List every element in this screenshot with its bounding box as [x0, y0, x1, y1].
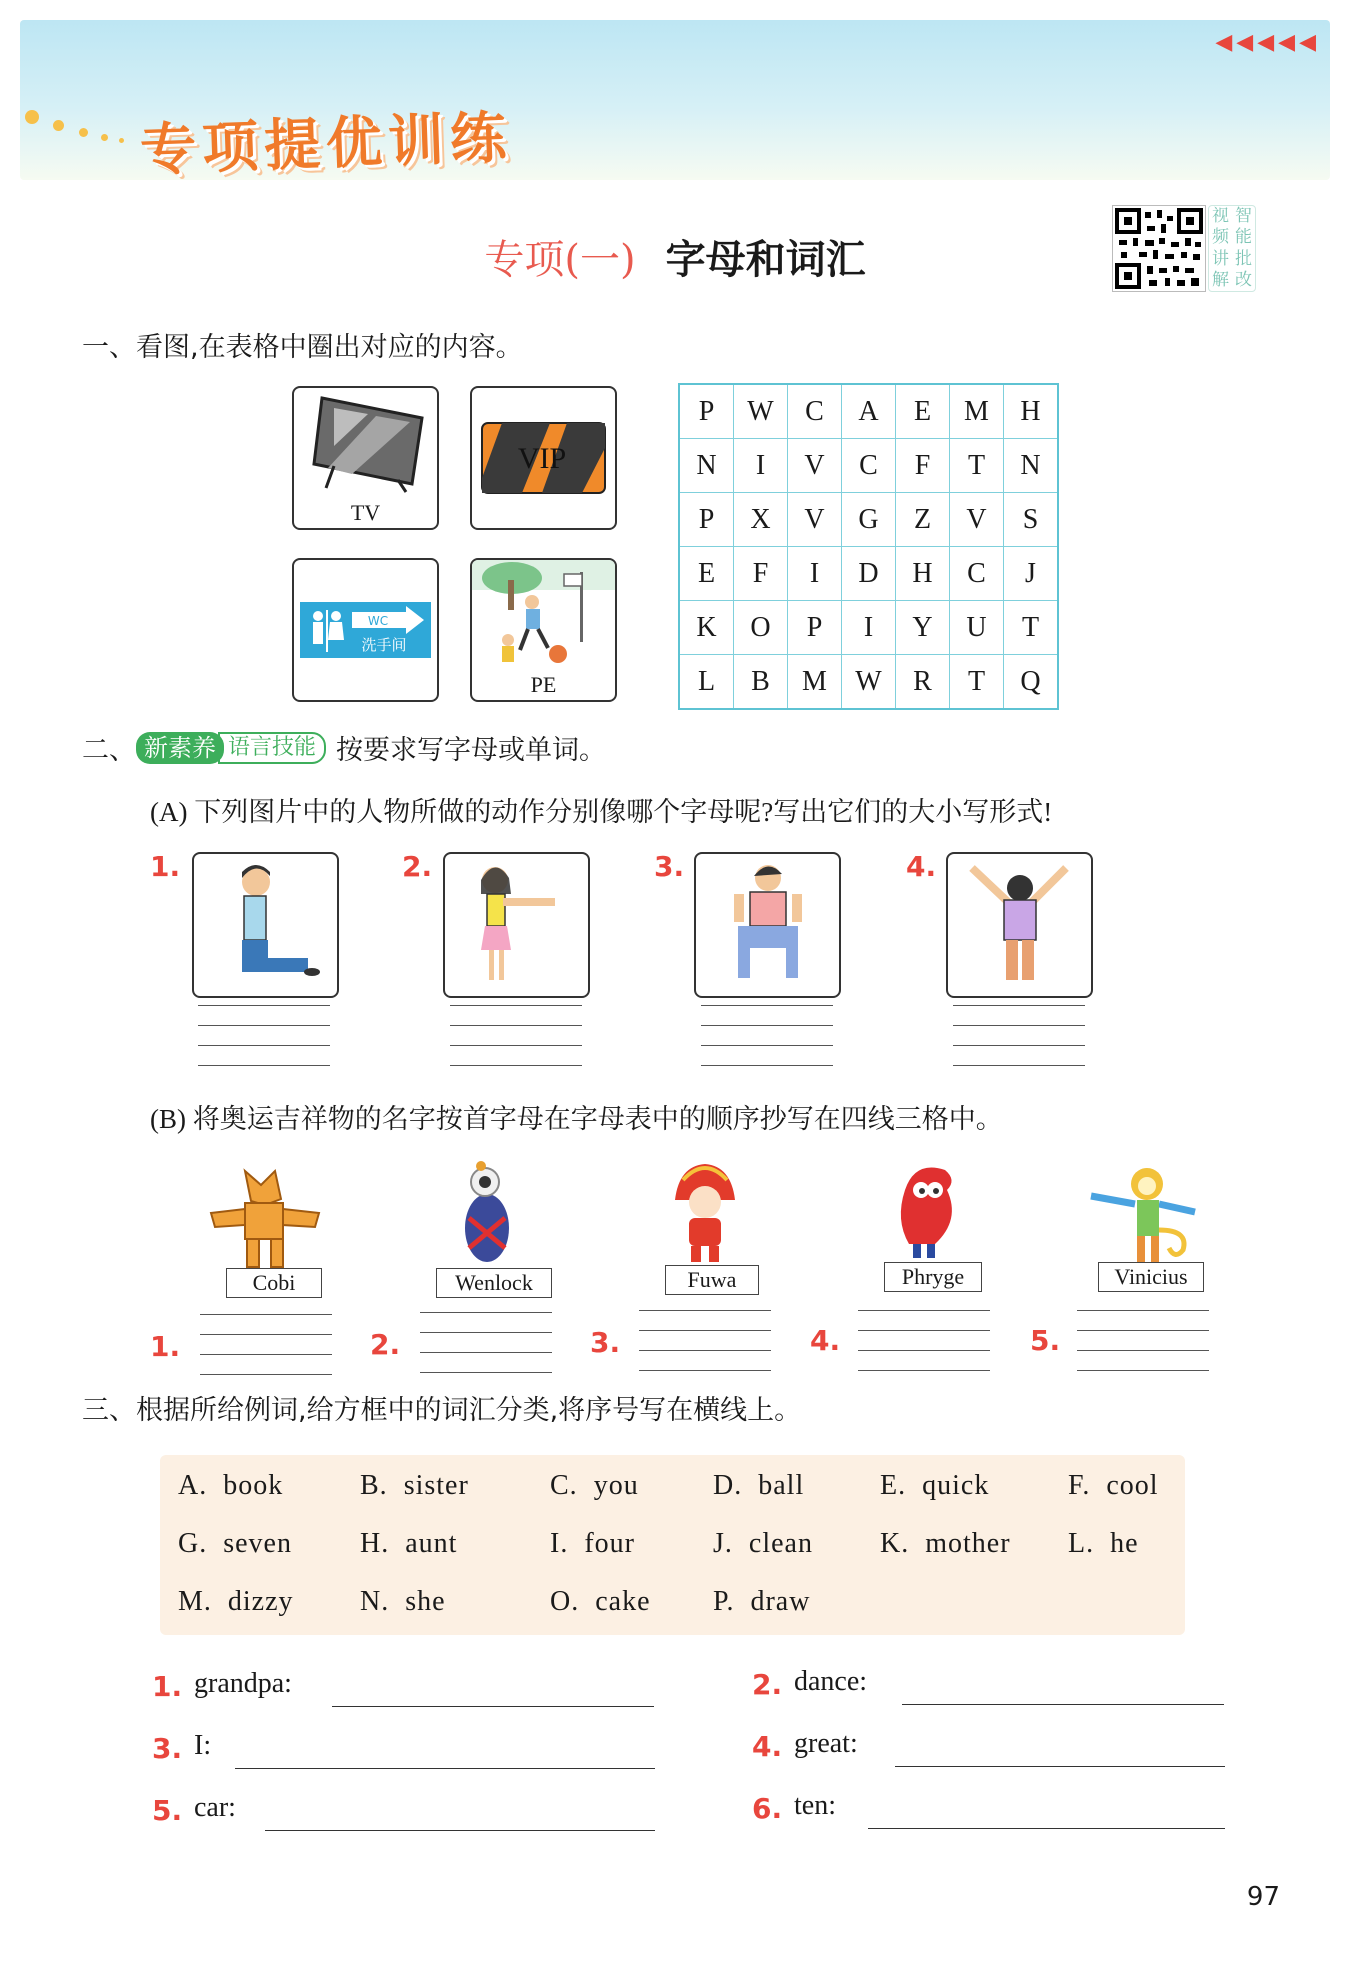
word-option	[1068, 1528, 1139, 1560]
word-option-text: book	[223, 1470, 284, 1501]
banner-title: 专项提优训练	[139, 105, 514, 184]
answer-line[interactable]	[332, 1706, 654, 1707]
mascot-phryge-icon	[865, 1160, 985, 1270]
sports-icon	[472, 560, 615, 672]
answer-line[interactable]	[235, 1768, 655, 1769]
grid-cell[interactable]: F	[734, 547, 788, 601]
grid-cell[interactable]: C	[842, 439, 896, 493]
chevron-left-decoration-icon: ◀◀◀◀◀	[1215, 30, 1320, 55]
word-option-letter: K.	[880, 1528, 910, 1559]
grid-cell[interactable]: D	[842, 547, 896, 601]
question-example-word: I:	[194, 1730, 212, 1761]
part1-title: 一、看图,在表格中圈出对应的内容。	[82, 332, 523, 363]
writing-lines[interactable]	[420, 1312, 552, 1372]
grid-cell[interactable]: H	[896, 547, 950, 601]
order-number: 2.	[370, 1328, 401, 1361]
word-option-text: dizzy	[227, 1586, 294, 1617]
question-number: 3.	[152, 1732, 183, 1765]
word-option	[178, 1528, 292, 1560]
grid-cell[interactable]: I	[842, 601, 896, 655]
grid-row	[679, 547, 1058, 601]
word-option-letter: B.	[360, 1470, 388, 1501]
mascot-vinicius-icon	[1085, 1160, 1205, 1270]
grid-cell[interactable]: P	[679, 493, 734, 547]
tv-icon	[294, 388, 437, 498]
part2-sub-b: (B) 将奥运吉祥物的名字按首字母在字母表中的顺序抄写在四线三格中。	[150, 1104, 1003, 1134]
mascot-name-wenlock: Wenlock	[436, 1268, 552, 1298]
action-picture-arm-out	[443, 852, 590, 998]
word-option-text: aunt	[405, 1528, 458, 1559]
kneeling-person-icon	[194, 854, 337, 996]
word-option	[360, 1586, 446, 1618]
restroom-sign-icon	[294, 560, 437, 700]
grid-cell[interactable]: S	[1004, 493, 1059, 547]
part2-title: 二、 新素养 语言技能 按要求写字母或单词。	[82, 733, 607, 766]
grid-cell[interactable]: A	[842, 384, 896, 439]
answer-line[interactable]	[868, 1828, 1225, 1829]
grid-row	[679, 601, 1058, 655]
mascot-fuwa-icon	[645, 1160, 765, 1270]
grid-cell[interactable]: M	[950, 384, 1004, 439]
grid-row	[679, 655, 1058, 710]
word-option-text: cake	[595, 1586, 651, 1617]
word-option-letter: C.	[550, 1470, 578, 1501]
word-option-letter: H.	[360, 1528, 390, 1559]
answer-line[interactable]	[895, 1766, 1225, 1767]
svg-text:VIP: VIP	[517, 442, 567, 475]
letter-grid	[678, 383, 1059, 710]
grid-cell[interactable]: R	[896, 655, 950, 710]
word-option	[360, 1528, 457, 1560]
writing-lines[interactable]	[200, 1314, 332, 1374]
question-example-word: ten:	[794, 1790, 836, 1821]
word-option-text: cool	[1106, 1470, 1159, 1501]
picture-restroom	[292, 558, 439, 702]
grid-cell[interactable]: T	[950, 439, 1004, 493]
grid-cell[interactable]: C	[950, 547, 1004, 601]
writing-lines[interactable]	[450, 1005, 582, 1065]
word-option	[713, 1528, 813, 1560]
banner-dots-decoration	[25, 110, 125, 150]
grid-cell[interactable]: P	[679, 384, 734, 439]
action-number: 2.	[402, 850, 433, 883]
action-picture-kneeling	[192, 852, 339, 998]
grid-cell[interactable]: T	[1004, 601, 1059, 655]
word-option-letter: O.	[550, 1586, 580, 1617]
question-example-word: grandpa:	[194, 1668, 292, 1699]
word-option-text: mother	[925, 1528, 1011, 1559]
grid-cell[interactable]: V	[788, 439, 842, 493]
order-number: 5.	[1030, 1324, 1061, 1357]
svg-text:洗手间: 洗手间	[361, 636, 407, 654]
word-box	[160, 1455, 1185, 1635]
question-number: 2.	[752, 1668, 783, 1701]
grid-cell[interactable]: V	[950, 493, 1004, 547]
answer-line[interactable]	[265, 1830, 655, 1831]
action-number: 4.	[906, 850, 937, 883]
girl-arm-out-icon	[445, 854, 588, 996]
writing-lines[interactable]	[858, 1310, 990, 1370]
grid-row	[679, 384, 1058, 439]
part2-sub-a: (A) 下列图片中的人物所做的动作分别像哪个字母呢?写出它们的大小写形式!	[150, 797, 1053, 827]
grid-cell[interactable]: C	[788, 384, 842, 439]
word-option-text: draw	[750, 1586, 811, 1617]
word-option-text: she	[405, 1586, 446, 1617]
word-option-text: you	[593, 1470, 639, 1501]
word-option-letter: P.	[713, 1586, 735, 1617]
grid-cell[interactable]: Q	[1004, 655, 1059, 710]
order-number: 1.	[150, 1330, 181, 1363]
section-prefix: 专项(一)	[484, 237, 636, 283]
word-option-text: ball	[758, 1470, 805, 1501]
word-option-letter: G.	[178, 1528, 208, 1559]
word-option-letter: J.	[713, 1528, 733, 1559]
grid-cell[interactable]: K	[679, 601, 734, 655]
question-example-word: car:	[194, 1792, 236, 1823]
question-example-word: great:	[794, 1728, 858, 1759]
grid-cell[interactable]: M	[788, 655, 842, 710]
picture-tv	[292, 386, 439, 530]
word-option-text: sister	[403, 1470, 469, 1501]
grid-cell[interactable]: O	[734, 601, 788, 655]
word-option-letter: L.	[1068, 1528, 1095, 1559]
word-option	[1068, 1470, 1159, 1502]
grid-cell[interactable]: L	[679, 655, 734, 710]
mascot-wenlock-icon	[425, 1158, 545, 1268]
mascot-name-fuwa: Fuwa	[665, 1265, 759, 1295]
arms-up-person-icon	[948, 854, 1091, 996]
word-option-text: four	[584, 1528, 635, 1559]
writing-lines[interactable]	[198, 1005, 330, 1065]
writing-lines[interactable]	[953, 1005, 1085, 1065]
word-option-letter: F.	[1068, 1470, 1091, 1501]
grid-cell[interactable]: Z	[896, 493, 950, 547]
mascot-name-phryge: Phryge	[884, 1262, 982, 1292]
grid-cell[interactable]: T	[950, 655, 1004, 710]
action-number: 3.	[654, 850, 685, 883]
word-option-letter: M.	[178, 1586, 212, 1617]
svg-text:WC: WC	[367, 614, 389, 628]
picture-vip	[470, 386, 617, 530]
question-number: 6.	[752, 1792, 783, 1825]
grid-cell[interactable]: F	[896, 439, 950, 493]
word-option	[178, 1586, 294, 1618]
page-number: 97	[1246, 1882, 1280, 1912]
word-option-letter: I.	[550, 1528, 569, 1559]
picture-label: PE	[530, 672, 557, 697]
grid-cell[interactable]: P	[788, 601, 842, 655]
order-number: 4.	[810, 1324, 841, 1357]
grid-cell[interactable]: J	[1004, 547, 1059, 601]
section-main-title: 字母和词汇	[665, 236, 866, 283]
picture-pe	[470, 558, 617, 702]
question-number: 5.	[152, 1794, 183, 1827]
grid-cell[interactable]: E	[896, 384, 950, 439]
word-option	[880, 1528, 1011, 1560]
order-number: 3.	[590, 1326, 621, 1359]
mascot-name-cobi: Cobi	[226, 1268, 322, 1298]
word-option	[880, 1470, 989, 1502]
word-option	[550, 1586, 651, 1618]
word-option	[713, 1470, 804, 1502]
word-option-text: he	[1110, 1528, 1139, 1559]
word-option	[550, 1528, 635, 1560]
part3-title: 三、根据所给例词,给方框中的词汇分类,将序号写在横线上。	[82, 1395, 802, 1426]
qr-side-text: 视 频 讲 解 智 能 批 改	[1208, 205, 1256, 292]
grid-row	[679, 493, 1058, 547]
grid-cell[interactable]: N	[1004, 439, 1059, 493]
grid-cell[interactable]: I	[734, 439, 788, 493]
question-example-word: dance:	[794, 1666, 868, 1697]
writing-lines[interactable]	[701, 1005, 833, 1065]
tag-language-skill: 语言技能	[218, 732, 326, 764]
writing-lines[interactable]	[639, 1310, 771, 1370]
grid-cell[interactable]: W	[842, 655, 896, 710]
grid-cell[interactable]: N	[679, 439, 734, 493]
word-option	[550, 1470, 639, 1502]
answer-line[interactable]	[902, 1704, 1224, 1705]
grid-cell[interactable]: B	[734, 655, 788, 710]
word-option-text: quick	[922, 1470, 990, 1501]
action-number: 1.	[150, 850, 181, 883]
word-option-text: clean	[748, 1528, 813, 1559]
qr-code-icon[interactable]	[1112, 205, 1206, 292]
mascot-cobi-icon	[205, 1165, 325, 1275]
grid-cell[interactable]: I	[788, 547, 842, 601]
grid-cell[interactable]: X	[734, 493, 788, 547]
tag-new-literacy: 新素养	[136, 732, 224, 764]
word-option-letter: E.	[880, 1470, 907, 1501]
word-option-letter: D.	[713, 1470, 743, 1501]
sitting-person-icon	[696, 854, 839, 996]
action-picture-sitting	[694, 852, 841, 998]
grid-cell[interactable]: E	[679, 547, 734, 601]
grid-cell[interactable]: V	[788, 493, 842, 547]
word-option	[178, 1470, 283, 1502]
word-option	[360, 1470, 469, 1502]
grid-cell[interactable]: Y	[896, 601, 950, 655]
question-number: 1.	[152, 1670, 183, 1703]
word-option-letter: N.	[360, 1586, 390, 1617]
action-picture-arms-up	[946, 852, 1093, 998]
vip-card-icon	[472, 388, 615, 528]
grid-cell[interactable]: U	[950, 601, 1004, 655]
grid-cell[interactable]: W	[734, 384, 788, 439]
word-option-letter: A.	[178, 1470, 208, 1501]
word-option-text: seven	[223, 1528, 292, 1559]
grid-row	[679, 439, 1058, 493]
picture-label: TV	[350, 500, 381, 525]
grid-cell[interactable]: G	[842, 493, 896, 547]
writing-lines[interactable]	[1077, 1310, 1209, 1370]
grid-cell[interactable]: H	[1004, 384, 1059, 439]
question-number: 4.	[752, 1730, 783, 1763]
word-option	[713, 1586, 810, 1618]
mascot-name-vinicius: Vinicius	[1098, 1262, 1204, 1292]
